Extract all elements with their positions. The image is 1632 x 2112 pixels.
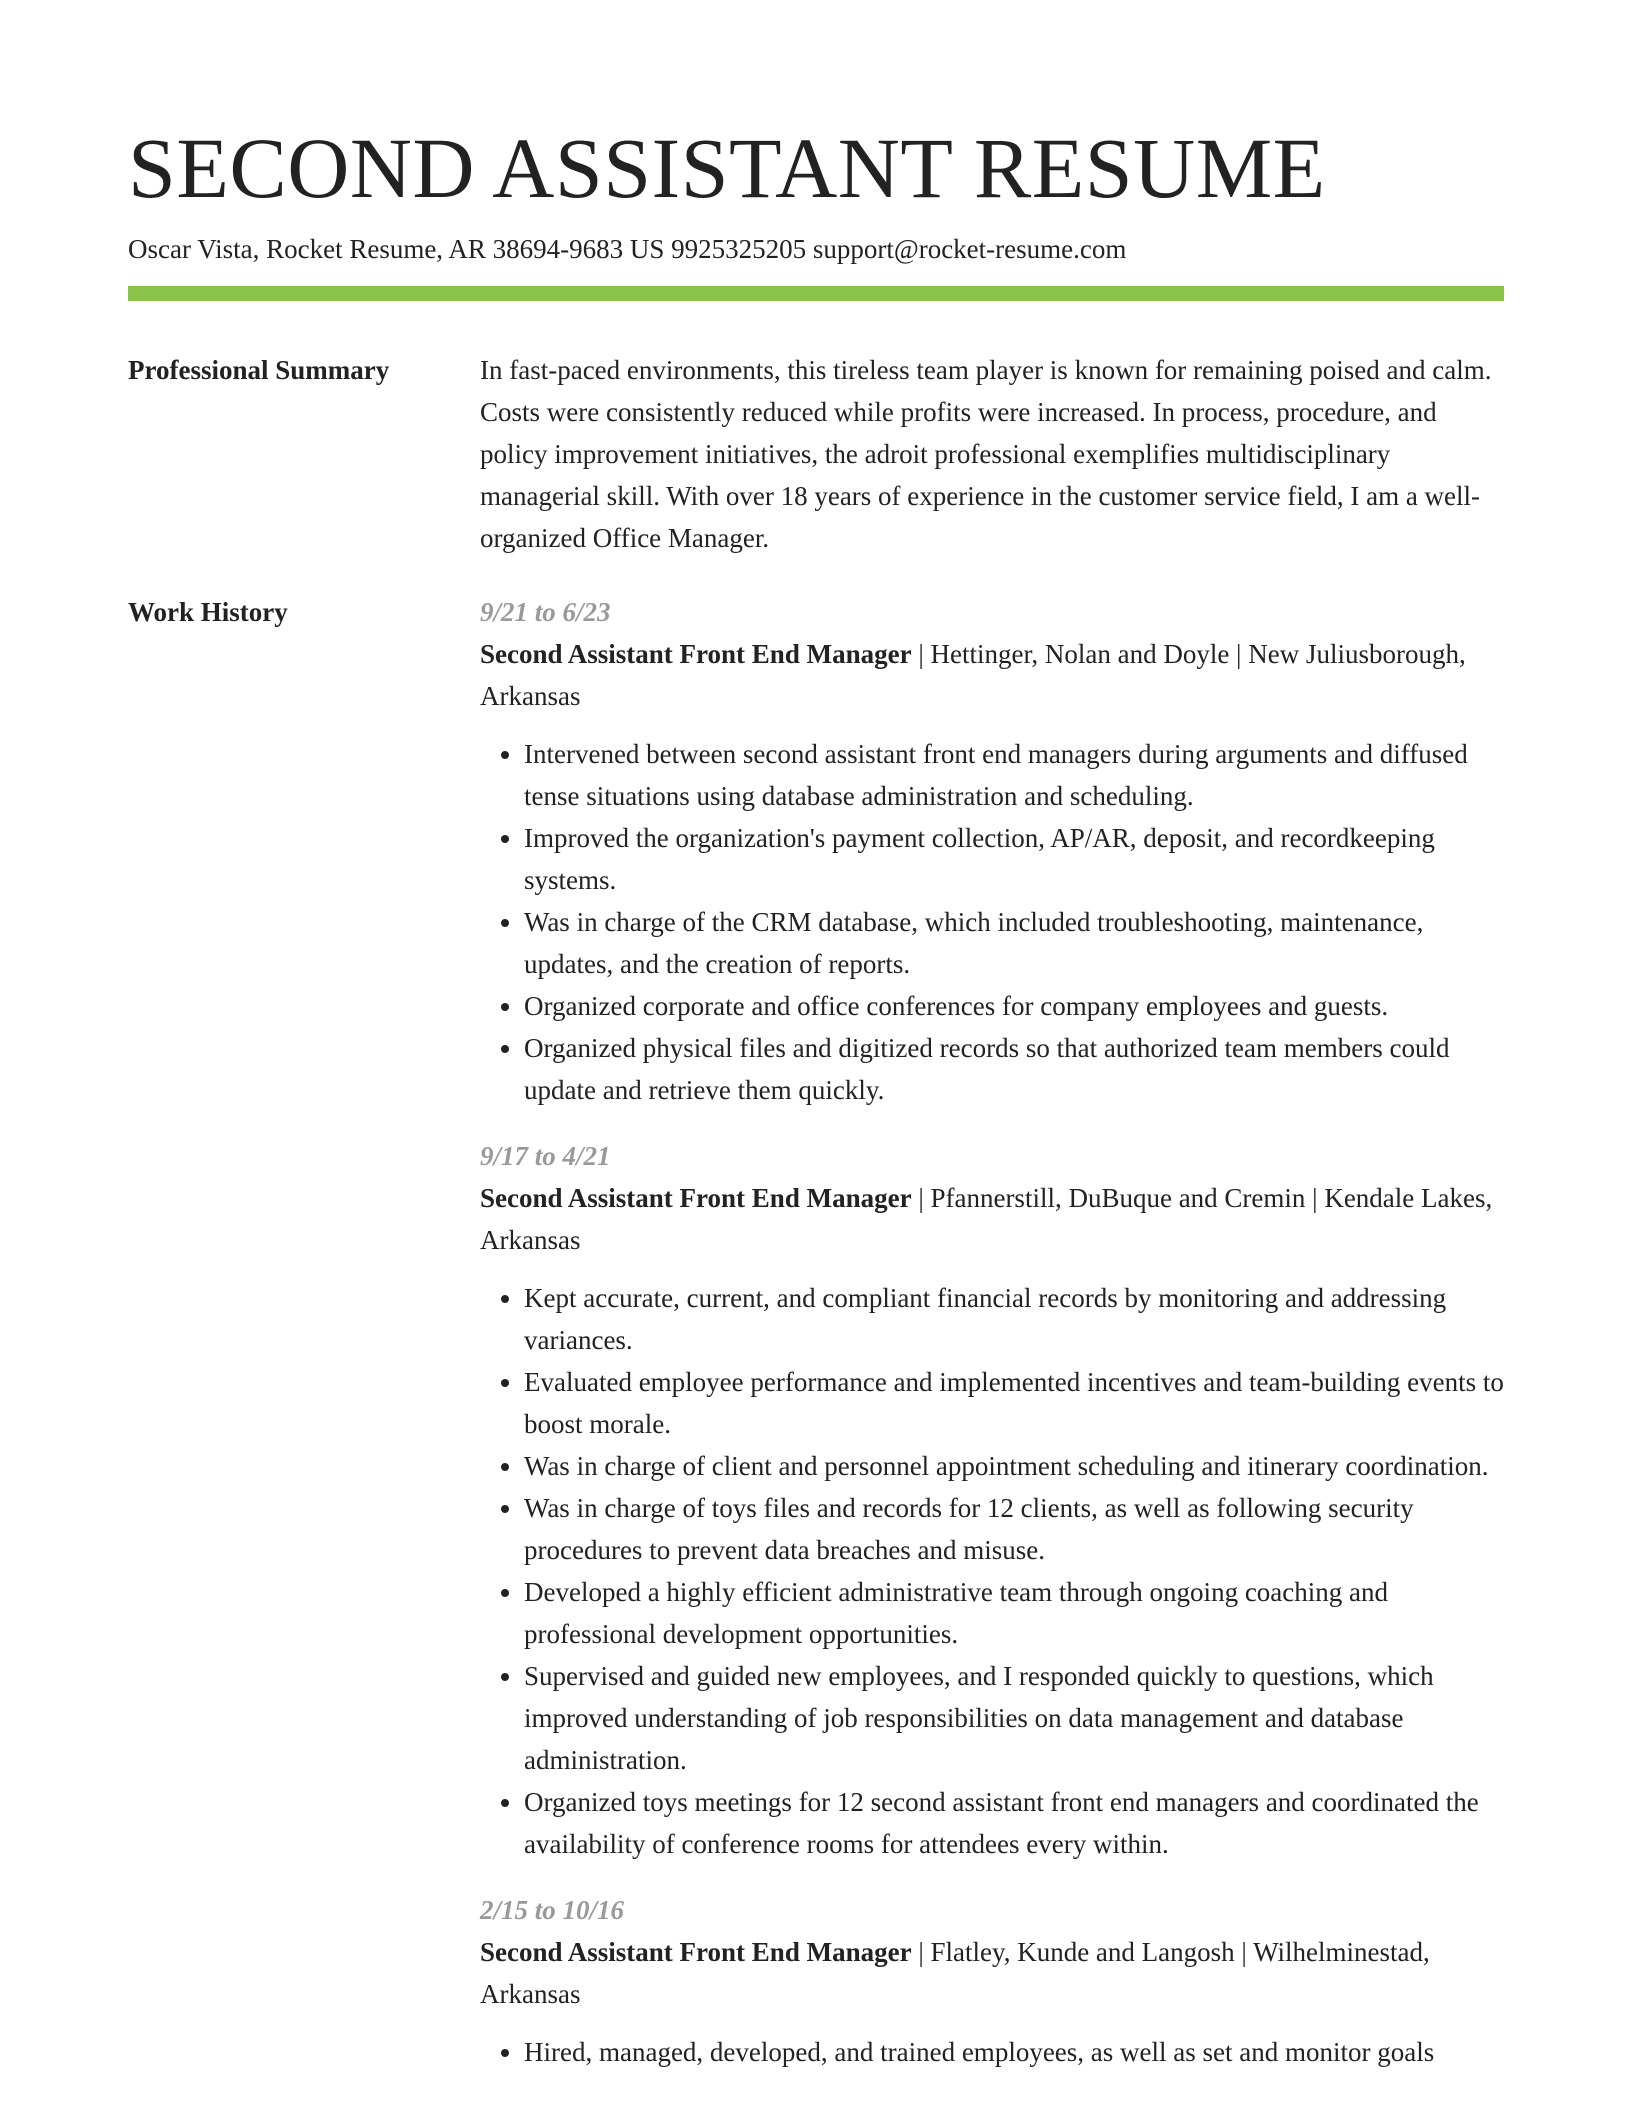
- job-bullet: • Kept accurate, current, and compliant financial records by monitoring and addressing variances.: [524, 1277, 1504, 1361]
- job-company-location: | Pfannerstill, DuBuque and Cremin | Kendale Lakes, Arkansas: [480, 1183, 1493, 1255]
- job-bullet: • Organized toys meetings for 12 second assistant front end managers and coordinated the availability of conference rooms for attendees every within.: [524, 1781, 1504, 1865]
- job-title: Second Assistant Front End Manager: [480, 639, 912, 669]
- job-bullet-list: [480, 1277, 1504, 1865]
- job-date: 9/17 to 4/21: [480, 1141, 611, 1171]
- resume-title: SECOND ASSISTANT RESUME: [128, 120, 1326, 216]
- job-bullet: • Supervised and guided new employees, and I responded quickly to questions, which improved understanding of job responsibilities on data management and database administration.: [524, 1655, 1504, 1781]
- job-heading: [480, 633, 1504, 717]
- job-company-location: | Hettinger, Nolan and Doyle | New Juliusborough, Arkansas: [480, 639, 1466, 711]
- job-bullet: • Developed a highly efficient administrative team through ongoing coaching and professional development opportunities.: [524, 1571, 1504, 1655]
- job-heading: [480, 1177, 1504, 1261]
- job-entry: [480, 591, 1504, 1111]
- job-bullet-list: [480, 733, 1504, 1111]
- work-history-body: [480, 591, 1504, 2097]
- work-history-label: Work History: [128, 597, 288, 627]
- accent-divider: [128, 286, 1504, 301]
- job-bullet: • Evaluated employee performance and implemented incentives and team-building events to boost morale.: [524, 1361, 1504, 1445]
- job-date: 9/21 to 6/23: [480, 597, 611, 627]
- job-date: 2/15 to 10/16: [480, 1895, 625, 1925]
- job-bullet-list: [480, 2031, 1504, 2073]
- job-heading: [480, 1931, 1504, 2015]
- summary-text: In fast-paced environments, this tireless team player is known for remaining poised and calm. Costs were consistently reduced while profits were increased. In process, procedure, and policy improvement initiatives, the adroit professional exemplifies multidisciplinary managerial skill. With over 18 years of experience in the customer service field, I am a well-organized Office Manager.: [480, 355, 1492, 553]
- job-title: Second Assistant Front End Manager: [480, 1183, 912, 1213]
- job-bullet: • Was in charge of the CRM database, which included troubleshooting, maintenance, updates, and the creation of reports.: [524, 901, 1504, 985]
- job-entry: [480, 1889, 1504, 2073]
- job-title: Second Assistant Front End Manager: [480, 1937, 912, 1967]
- job-bullet: • Intervened between second assistant front end managers during arguments and diffused tense situations using database administration and scheduling.: [524, 733, 1504, 817]
- job-bullet: • Organized corporate and office conferences for company employees and guests.: [524, 985, 1504, 1027]
- job-bullet: • Organized physical files and digitized records so that authorized team members could update and retrieve them quickly.: [524, 1027, 1504, 1111]
- job-bullet: • Was in charge of client and personnel appointment scheduling and itinerary coordination.: [524, 1445, 1504, 1487]
- job-company-location: | Flatley, Kunde and Langosh | Wilhelminestad, Arkansas: [480, 1937, 1430, 2009]
- summary-label: Professional Summary: [128, 355, 390, 385]
- job-bullet: • Improved the organization's payment collection, AP/AR, deposit, and recordkeeping systems.: [524, 817, 1504, 901]
- contact-line: Oscar Vista, Rocket Resume, AR 38694-9683 US 9925325205 support@rocket-resume.com: [128, 234, 1127, 264]
- job-entry: [480, 1135, 1504, 1865]
- summary-body: [480, 349, 1504, 559]
- job-bullet: • Hired, managed, developed, and trained employees, as well as set and monitor goals: [524, 2031, 1504, 2073]
- job-bullet: • Was in charge of toys files and records for 12 clients, as well as following security procedures to prevent data breaches and misuse.: [524, 1487, 1504, 1571]
